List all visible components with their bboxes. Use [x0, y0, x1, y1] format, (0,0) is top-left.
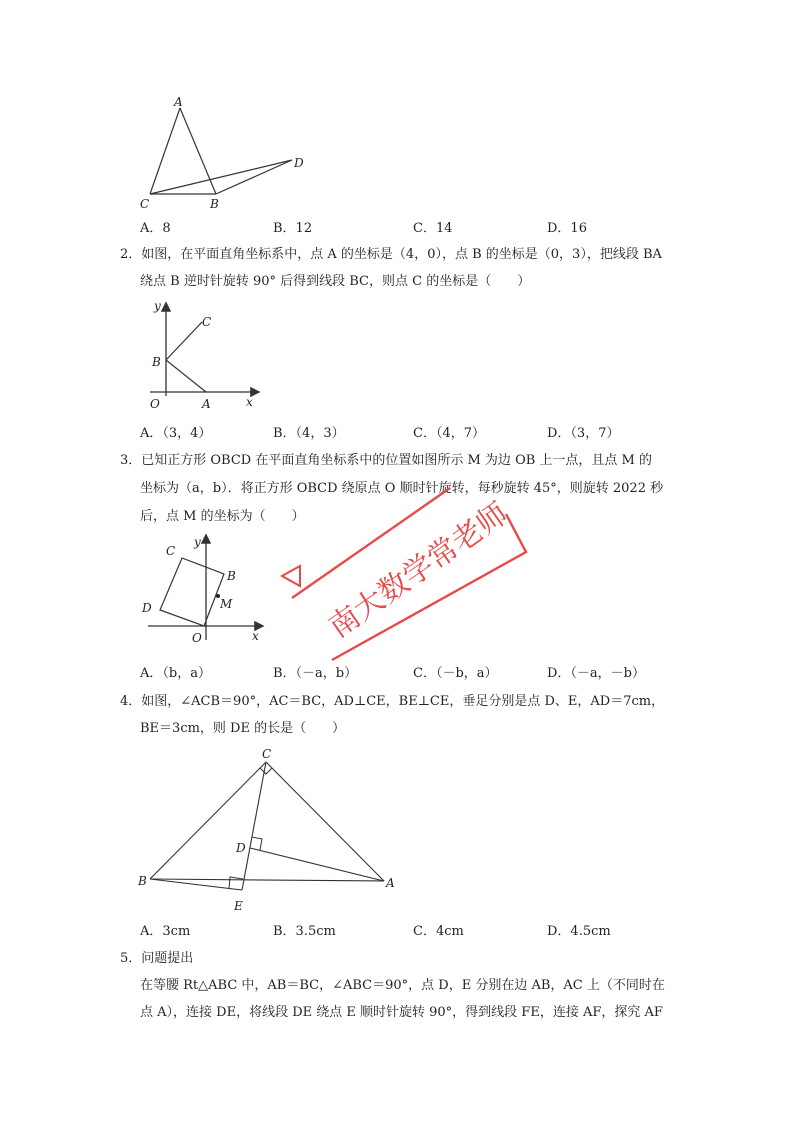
q2-stem-line2: 绕点 B 逆时针旋转 90° 后得到线段 BC，则点 C 的坐标是（ ）: [140, 274, 531, 289]
q4-label-e: E: [234, 899, 243, 913]
q2-option-c[interactable]: C．（4，7）: [413, 426, 485, 441]
q2-label-c: C: [202, 315, 212, 329]
watermark-text: 南大数学常老师: [322, 496, 515, 646]
q3-label-d: D: [142, 601, 152, 615]
q4-figure: [136, 744, 406, 920]
q1-label-d: D: [294, 156, 304, 170]
q2-label-y: y: [154, 299, 161, 313]
q4-label-a: A: [386, 876, 395, 890]
q3-label-b: B: [227, 569, 236, 583]
q1-label-a: A: [174, 95, 183, 109]
q2-stem-line1: 2．如图，在平面直角坐标系中，点 A 的坐标是（4，0），点 B 的坐标是（0，3），把线段 BA: [120, 247, 662, 262]
q3-label-c: C: [166, 544, 176, 558]
q4-stem-line1: 4．如图，∠ACB＝90°，AC＝BC，AD⊥CE，BE⊥CE，垂足分别是点 D、E，AD＝7cm，: [120, 694, 665, 709]
q2-label-o: O: [150, 397, 160, 411]
q1-figure: [130, 92, 330, 212]
q3-option-c[interactable]: C．（－b，a）: [413, 666, 498, 681]
q1-option-c[interactable]: C．14: [413, 221, 453, 236]
q4-label-b: B: [138, 874, 147, 888]
q2-label-x: x: [246, 395, 253, 409]
q4-option-d[interactable]: D．4.5cm: [547, 924, 611, 939]
q3-label-x: x: [252, 629, 259, 643]
q3-figure: [138, 530, 278, 650]
q2-option-a[interactable]: A．（3，4）: [140, 426, 212, 441]
q4-label-d: D: [236, 841, 246, 855]
q4-option-c[interactable]: C．4cm: [413, 924, 464, 939]
q5-stem-line2: 在等腰 Rt△ABC 中，AB＝BC，∠ABC＝90°，点 D，E 分别在边 AB，AC 上（不同时在: [140, 978, 665, 993]
q1-option-d[interactable]: D．16: [547, 221, 587, 236]
q4-option-b[interactable]: B．3.5cm: [273, 924, 336, 939]
q2-figure: [140, 296, 280, 416]
q1-label-b: B: [210, 197, 219, 211]
q3-option-a[interactable]: A．（b，a）: [140, 666, 211, 681]
q2-option-d[interactable]: D．（3，7）: [547, 426, 620, 441]
q3-label-y: y: [194, 535, 201, 549]
q2-option-b[interactable]: B．（4，3）: [273, 426, 345, 441]
q4-stem-line2: BE＝3cm，则 DE 的长是（ ）: [140, 721, 346, 736]
q2-label-a: A: [202, 397, 211, 411]
q1-label-c: C: [140, 197, 150, 211]
q4-label-c: C: [262, 747, 272, 761]
q3-stem-line1: 3．已知正方形 OBCD 在平面直角坐标系中的位置如图所示 M 为边 OB 上一点，且点 M 的: [120, 453, 652, 468]
q3-label-o: O: [192, 631, 202, 645]
q3-option-b[interactable]: B．（－a，b）: [273, 666, 358, 681]
q3-label-m: M: [220, 597, 233, 611]
q3-stem-line3: 后，点 M 的坐标为（ ）: [140, 509, 305, 524]
q4-option-a[interactable]: A．3cm: [140, 924, 191, 939]
q2-label-b: B: [152, 355, 161, 369]
q5-stem-line1: 5．问题提出: [120, 951, 194, 966]
q1-option-b[interactable]: B．12: [273, 221, 313, 236]
q5-stem-line3: 点 A），连接 DE，将线段 DE 绕点 E 顺时针旋转 90°，得到线段 FE，连接 AF，探究 AF: [140, 1005, 663, 1020]
q1-option-a[interactable]: A．8: [140, 221, 171, 236]
q3-stem-line2: 坐标为（a，b）．将正方形 OBCD 绕原点 O 顺时针旋转，每秒旋转 45°，则旋转 2022 秒: [140, 481, 664, 496]
q3-option-d[interactable]: D．（－a，－b）: [547, 666, 645, 681]
